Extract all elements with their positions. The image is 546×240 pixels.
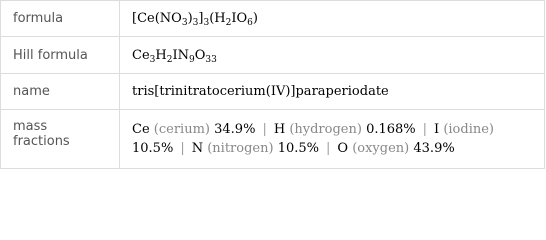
mass-fraction-item: I (iodine) 10.5% (132, 122, 495, 156)
mass-fraction-item: H (hydrogen) 0.168% (273, 122, 416, 137)
mass-fraction-item: O (oxygen) 43.9% (337, 141, 455, 156)
name-value: tris[trinitratocerium(IV)]paraperiodate (120, 74, 545, 110)
table-row-formula (1, 1, 545, 37)
separator: | (262, 122, 267, 137)
separator: | (422, 122, 428, 137)
separator: | (326, 141, 331, 156)
table-row-name (1, 74, 545, 110)
hill-formula-value: $Ce_3H_2IN_9O_{33}$ (120, 37, 545, 74)
mass-fractions-label: mass fractions (1, 110, 120, 169)
table-row-mass-fractions (1, 110, 545, 169)
separator: | (180, 141, 185, 156)
mass-fractions-value (120, 110, 545, 169)
hill-formula-label: Hill formula (1, 37, 120, 74)
mass-fraction-item: N (nitrogen) 10.5% (191, 141, 319, 156)
mass-fraction-item: Ce (cerium) 34.9% (132, 122, 256, 137)
table-row-hill-formula (1, 37, 545, 74)
name-label: name (1, 74, 120, 110)
formula-label: formula (1, 1, 120, 37)
formula-value: $[Ce(NO_3)_3]_3(H_2IO_6)$ (120, 1, 545, 37)
